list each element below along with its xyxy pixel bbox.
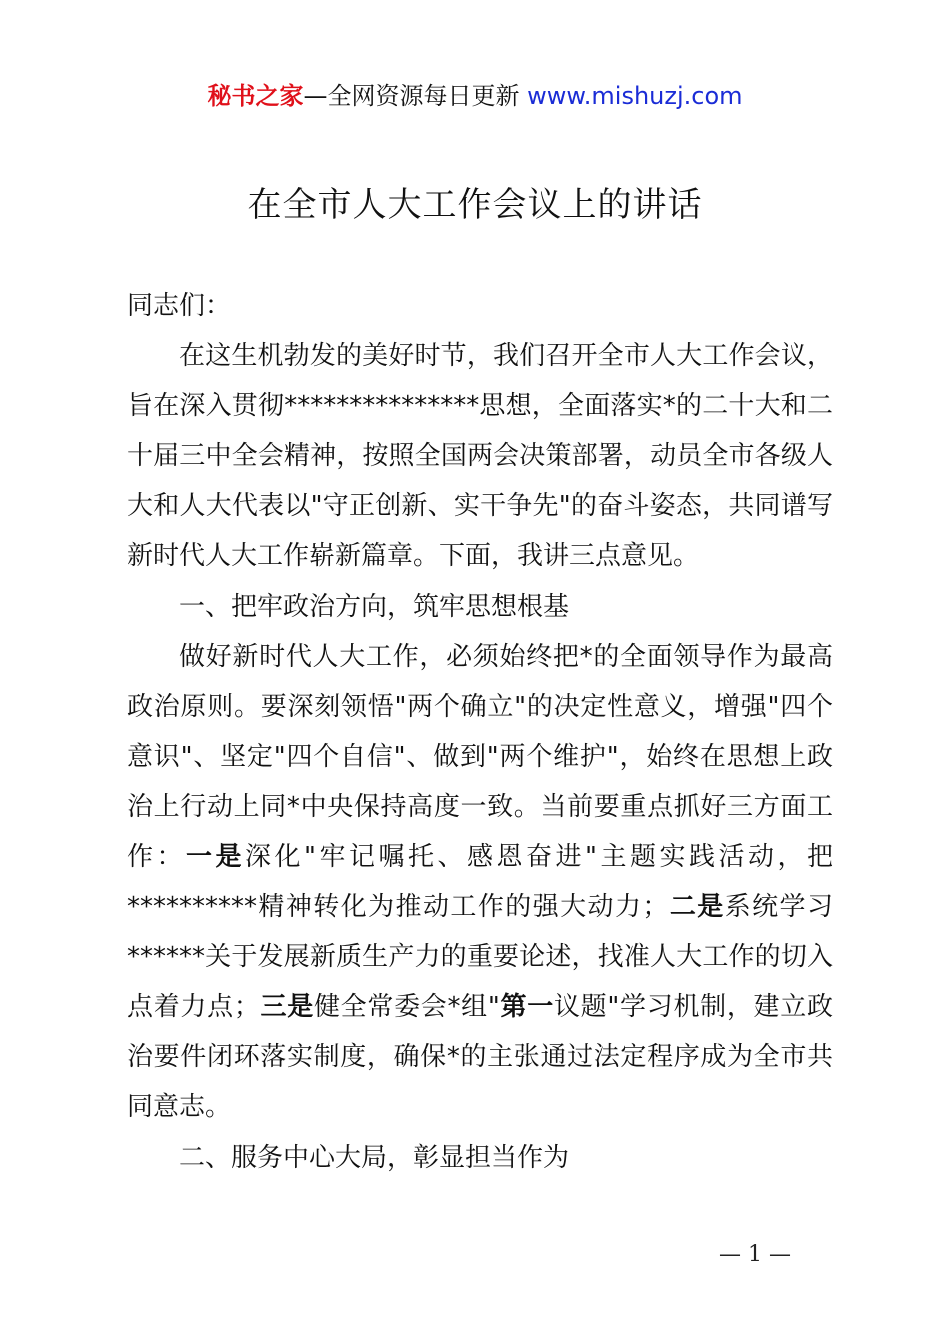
- paragraph-text: 健全常委会*组": [313, 991, 500, 1022]
- section-heading-2: 二、服务中心大局，彰显担当作为: [179, 1143, 570, 1174]
- header-tagline: —全网资源每日更新: [303, 82, 528, 110]
- bold-marker: 三是: [259, 991, 314, 1022]
- paragraph-intro: 在这生机勃发的美好时节，我们召开全市人大工作会议，旨在深入贯彻***************思想，全面落实*的二十大和二十届三中全会精神，按照全国两会决策部署，动员全市各级人大和人大代表以"守正创新、实干争先"的奋斗姿态，共同谱写新时代人大工作崭新篇章。下面，我讲三点意见。: [127, 340, 833, 571]
- site-url-link[interactable]: www.mishuzj.com: [527, 82, 743, 110]
- paragraph-section-1: [127, 633, 833, 1132]
- document-title: 在全市人大工作会议上的讲话: [247, 185, 703, 225]
- section-heading-1: 一、把牢政治方向，筑牢思想根基: [179, 592, 570, 623]
- bold-marker: 第一: [499, 991, 554, 1022]
- bold-marker: 二是: [668, 891, 725, 922]
- paragraph-text: 议题"学习机制，建立政治要件闭环落实制度，确保*的主张通过法定程序成为全市共同意志。: [127, 991, 833, 1122]
- page-number: — 1 —: [719, 1242, 791, 1267]
- site-watermark-header: [0, 78, 950, 114]
- bold-marker: 一是: [186, 841, 246, 872]
- salutation: 同志们：: [127, 291, 232, 321]
- paragraph-text: 系统学习******关于发展新质生产力的重要论述，找准人大工作的切入点着力点；: [127, 891, 833, 1022]
- paragraph-text: 深化"牢记嘱托、感恩奋进"主题实践活动，把**********精神转化为推动工作的强大动力；: [127, 841, 833, 922]
- paragraph-text: 做好新时代人大工作，必须始终把*的全面领导作为最高政治原则。要深刻领悟"两个确立"的决定性意义，增强"四个意识"、坚定"四个自信"、做到"两个维护"，始终在思想上政治上行动上同*中央保持高度一致。当前要重点抓好三方面工作：: [127, 642, 833, 872]
- brand-name: 秘书之家: [207, 82, 304, 110]
- document-body: [127, 282, 833, 1184]
